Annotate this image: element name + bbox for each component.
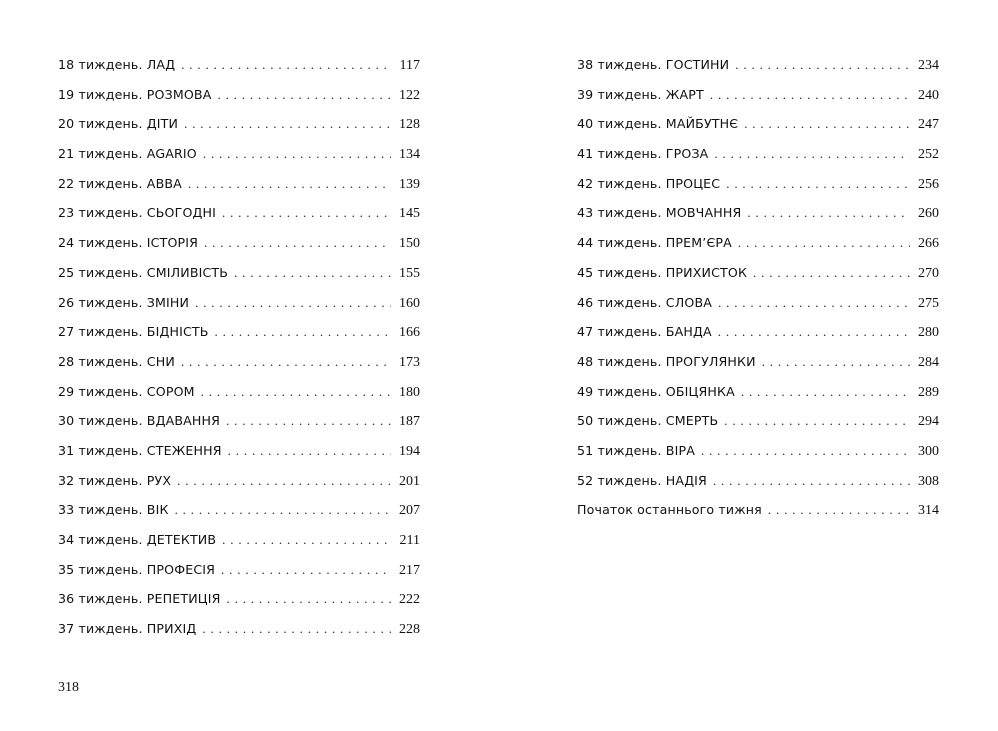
toc-entry-page: 222 xyxy=(399,592,420,608)
toc-entry xyxy=(58,406,420,436)
toc-entry xyxy=(58,288,420,318)
toc-entry-title: 31 тиждень. СТЕЖЕННЯ xyxy=(58,442,222,458)
dot-leader xyxy=(198,228,391,258)
dot-leader xyxy=(178,109,391,139)
toc-entry-title: 21 тиждень. AGARIO xyxy=(58,146,197,162)
dot-leader xyxy=(222,436,391,466)
toc-entry-title: 51 тиждень. ВІРА xyxy=(577,442,695,458)
dot-leader xyxy=(216,525,391,555)
dot-leader xyxy=(695,436,910,466)
toc-entry-title: Початок останнього тижня xyxy=(577,502,762,518)
toc-entry-page: 166 xyxy=(399,325,420,341)
toc-entry-title: 22 тиждень. ABBA xyxy=(58,175,182,191)
dot-leader xyxy=(228,258,391,288)
toc-entry-page: 134 xyxy=(399,147,420,163)
dot-leader xyxy=(221,584,392,614)
dot-leader xyxy=(215,555,391,585)
dot-leader xyxy=(762,495,910,525)
toc-entry xyxy=(58,317,420,347)
toc-entry xyxy=(58,258,420,288)
toc-entry-page: 211 xyxy=(399,533,420,548)
toc-entry-page: 240 xyxy=(918,87,939,103)
dot-leader xyxy=(175,347,391,377)
toc-entry-title: 48 тиждень. ПРОГУЛЯНКИ xyxy=(577,353,756,369)
toc-entry-page: 234 xyxy=(918,58,939,73)
toc-entry xyxy=(577,436,939,466)
toc-entry xyxy=(577,228,939,258)
dot-leader xyxy=(707,466,910,496)
toc-entry-page: 187 xyxy=(399,414,420,430)
toc-entry xyxy=(577,258,939,288)
toc-entry-page: 173 xyxy=(399,354,420,370)
toc-entry-page: 252 xyxy=(918,147,939,163)
toc-entry xyxy=(577,466,939,496)
toc-entry xyxy=(58,466,420,496)
toc-entry-title: 19 тиждень. РОЗМОВА xyxy=(58,86,212,102)
toc-entry-title: 41 тиждень. ГРОЗА xyxy=(577,146,709,162)
toc-entry-title: 18 тиждень. ЛАД xyxy=(58,57,176,72)
toc-entry-page: 300 xyxy=(918,443,939,459)
toc-entry-page: 260 xyxy=(918,206,939,222)
toc-entry-page: 275 xyxy=(918,295,939,311)
toc-entry xyxy=(577,377,939,407)
toc-entry-page: 117 xyxy=(399,58,420,73)
toc-entry-title: 37 тиждень. ПРИХІД xyxy=(58,621,197,637)
toc-entry-page: 247 xyxy=(918,117,939,133)
toc-entry xyxy=(577,198,939,228)
toc-right-column xyxy=(577,50,939,525)
toc-entry xyxy=(58,555,420,585)
toc-entry-title: 25 тиждень. СМІЛИВІСТЬ xyxy=(58,264,229,280)
toc-entry xyxy=(58,80,420,110)
dot-leader xyxy=(220,406,391,436)
toc-entry-page: 289 xyxy=(918,384,939,400)
toc-entry xyxy=(577,406,939,436)
dot-leader xyxy=(175,50,391,80)
toc-entry-title: 26 тиждень. ЗМІНИ xyxy=(58,294,190,310)
toc-entry-page: 201 xyxy=(399,473,420,489)
dot-leader xyxy=(718,406,910,436)
dot-leader xyxy=(171,466,391,496)
toc-entry xyxy=(58,50,420,80)
toc-entry-title: 34 тиждень. ДЕТЕКТИВ xyxy=(58,532,217,547)
toc-entry xyxy=(58,109,420,139)
dot-leader xyxy=(169,495,391,525)
dot-leader xyxy=(747,258,910,288)
toc-entry-page: 128 xyxy=(399,117,420,133)
toc-entry-page: 294 xyxy=(918,414,939,430)
toc-entry-title: 40 тиждень. МАЙБУТНЄ xyxy=(577,116,739,132)
toc-entry xyxy=(577,495,939,525)
toc-entry xyxy=(58,584,420,614)
toc-entry xyxy=(577,80,939,110)
dot-leader xyxy=(732,228,910,258)
toc-entry-title: 50 тиждень. СМЕРТЬ xyxy=(577,413,719,429)
dot-leader xyxy=(756,347,910,377)
dot-leader xyxy=(741,198,910,228)
page-number: 318 xyxy=(58,680,79,695)
toc-entry xyxy=(58,198,420,228)
toc-entry xyxy=(58,169,420,199)
dot-leader xyxy=(720,169,910,199)
dot-leader xyxy=(704,80,910,110)
toc-entry-page: 160 xyxy=(399,295,420,311)
toc-entry xyxy=(58,347,420,377)
toc-entry-title: 46 тиждень. СЛОВА xyxy=(577,294,712,310)
dot-leader xyxy=(712,317,910,347)
toc-entry-title: 52 тиждень. НАДІЯ xyxy=(577,472,707,488)
toc-entry xyxy=(577,50,939,80)
dot-leader xyxy=(197,139,391,169)
toc-entry-title: 28 тиждень. СНИ xyxy=(58,353,175,369)
toc-entry-title: 45 тиждень. ПРИХИСТОК xyxy=(577,264,748,280)
toc-entry-page: 314 xyxy=(918,503,939,519)
toc-entry-title: 29 тиждень. СОРОМ xyxy=(58,383,195,399)
toc-entry-title: 33 тиждень. ВІК xyxy=(58,502,169,518)
toc-entry-page: 145 xyxy=(399,206,420,222)
toc-entry xyxy=(577,288,939,318)
dot-leader xyxy=(216,198,391,228)
dot-leader xyxy=(712,288,910,318)
toc-entry xyxy=(58,495,420,525)
toc-entry-title: 35 тиждень. ПРОФЕСІЯ xyxy=(58,561,216,577)
dot-leader xyxy=(708,139,910,169)
toc-entry-title: 43 тиждень. МОВЧАННЯ xyxy=(577,205,742,221)
toc-entry-page: 139 xyxy=(399,176,420,192)
toc-entry-title: 27 тиждень. БІДНІСТЬ xyxy=(58,324,209,340)
toc-entry-title: 44 тиждень. ПРЕМ’ЄРА xyxy=(577,235,732,251)
toc-left-column xyxy=(58,50,420,644)
toc-entry-page: 284 xyxy=(918,354,939,370)
toc-entry-title: 36 тиждень. РЕПЕТИЦІЯ xyxy=(58,591,221,607)
toc-entry-title: 30 тиждень. ВДАВАННЯ xyxy=(58,413,221,429)
toc-entry xyxy=(58,436,420,466)
toc-entry-title: 49 тиждень. ОБІЦЯНКА xyxy=(577,383,735,399)
toc-entry xyxy=(577,317,939,347)
toc-entry-page: 308 xyxy=(918,473,939,489)
toc-entry-title: 32 тиждень. РУХ xyxy=(58,472,172,488)
dot-leader xyxy=(211,80,391,110)
toc-entry-page: 217 xyxy=(399,562,420,578)
toc-entry-title: 24 тиждень. ІСТОРІЯ xyxy=(58,235,199,251)
dot-leader xyxy=(738,109,910,139)
dot-leader xyxy=(196,614,391,644)
toc-entry-page: 155 xyxy=(399,265,420,281)
toc-entry-title: 47 тиждень. БАНДА xyxy=(577,324,712,340)
toc-entry xyxy=(577,169,939,199)
toc-entry-page: 180 xyxy=(399,384,420,400)
toc-entry xyxy=(58,228,420,258)
toc-entry-title: 39 тиждень. ЖАРТ xyxy=(577,86,704,102)
toc-entry xyxy=(58,525,420,555)
toc-entry xyxy=(58,377,420,407)
toc-entry-page: 256 xyxy=(918,176,939,192)
toc-entry-page: 122 xyxy=(399,87,420,103)
toc-entry-title: 20 тиждень. ДІТИ xyxy=(58,116,179,132)
toc-entry-page: 266 xyxy=(918,236,939,252)
dot-leader xyxy=(189,288,391,318)
dot-leader xyxy=(209,317,391,347)
toc-entry xyxy=(577,109,939,139)
toc-entry xyxy=(58,614,420,644)
dot-leader xyxy=(182,169,391,199)
toc-entry-page: 194 xyxy=(399,443,420,459)
toc-entry-title: 42 тиждень. ПРОЦЕС xyxy=(577,175,721,191)
toc-entry-title: 38 тиждень. ГОСТИНИ xyxy=(577,57,730,72)
toc-entry-page: 150 xyxy=(399,236,420,252)
toc-entry xyxy=(577,347,939,377)
toc-entry-page: 280 xyxy=(918,325,939,341)
toc-entry xyxy=(58,139,420,169)
toc-entry-page: 228 xyxy=(399,622,420,638)
dot-leader xyxy=(735,377,910,407)
dot-leader xyxy=(195,377,391,407)
dot-leader xyxy=(729,50,910,80)
toc-entry-page: 270 xyxy=(918,265,939,281)
toc-entry-page: 207 xyxy=(399,503,420,519)
toc-entry-title: 23 тиждень. СЬОГОДНІ xyxy=(58,205,216,221)
toc-entry xyxy=(577,139,939,169)
